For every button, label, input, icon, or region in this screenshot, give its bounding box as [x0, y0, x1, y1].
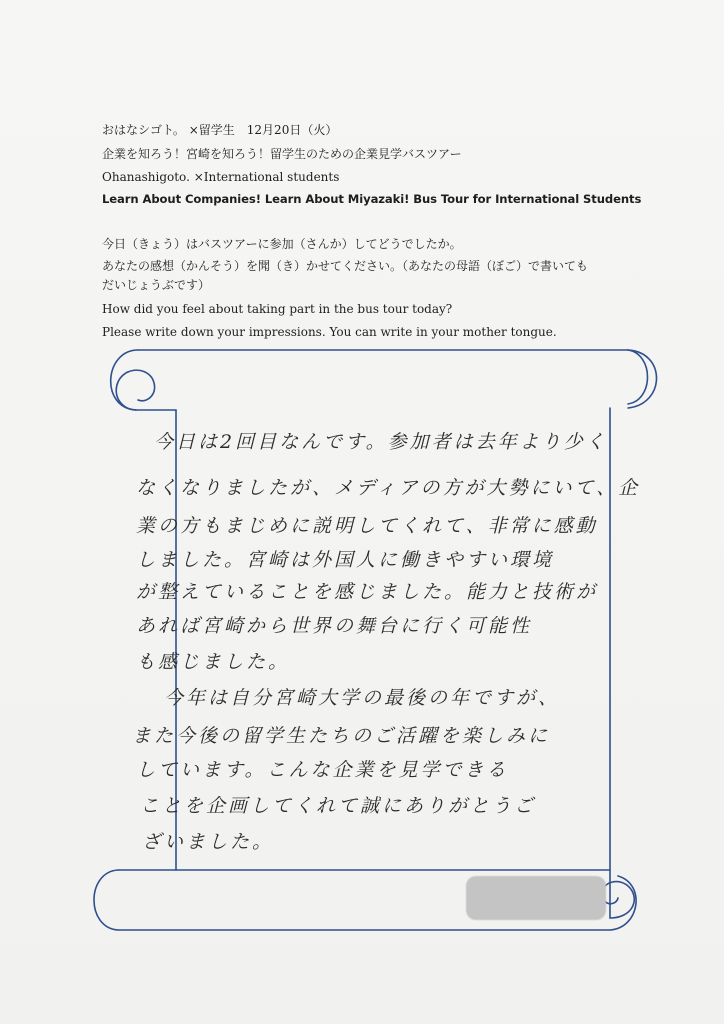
prompt-en-line-1: How did you feel about taking part in the bus tour today?	[102, 302, 453, 316]
handwritten-line-5: が整えていることを感じました。能力と技術が	[136, 581, 599, 603]
handwritten-line-1: 今日は2回目なんです。参加者は去年より少く	[154, 431, 608, 453]
header-title-en: Learn About Companies! Learn About Miyazaki! Bus Tour for International Students	[102, 192, 642, 206]
handwritten-line-4: しました。宮崎は外国人に働きやすい環境	[136, 549, 555, 571]
handwritten-line-2: なくなりましたが、メディアの方が大勢にいて、企	[136, 477, 641, 499]
handwritten-line-6: あれば宮崎から世界の舞台に行く可能性	[136, 615, 533, 637]
handwritten-line-10: しています。こんな企業を見学できる	[136, 759, 509, 781]
handwritten-line-9: また今後の留学生たちのご活躍を楽しみに	[132, 725, 551, 747]
handwritten-line-12: ざいました。	[142, 831, 275, 853]
header-title-jp: 企業を知ろう！宮崎を知ろう！留学生のための企業見学バスツアー	[102, 147, 462, 161]
prompt-jp-line-3: だいじょうぶです）	[102, 278, 211, 292]
header-program-en: Ohanashigoto. ×International students	[102, 170, 340, 184]
prompt-en-line-2: Please write down your impressions. You can write in your mother tongue.	[102, 325, 557, 339]
prompt-jp-line-1: 今日（きょう）はバスツアーに参加（さんか）してどうでしたか。	[102, 237, 462, 251]
handwritten-line-11: ことを企画してくれて誠にありがとうご	[140, 795, 537, 817]
handwritten-line-8: 今年は自分宮崎大学の最後の年ですが、	[164, 687, 561, 709]
handwritten-line-7: も感じました。	[136, 651, 291, 673]
redacted-name-block	[466, 876, 606, 920]
handwritten-line-3: 業の方もまじめに説明してくれて、非常に感動	[136, 515, 598, 537]
header-event-date: おはなシゴト。 ×留学生 12月20日（火）	[102, 123, 338, 137]
prompt-jp-line-2: あなたの感想（かんそう）を聞（き）かせてください。（あなたの母語（ぼご）で書いても	[102, 259, 589, 273]
